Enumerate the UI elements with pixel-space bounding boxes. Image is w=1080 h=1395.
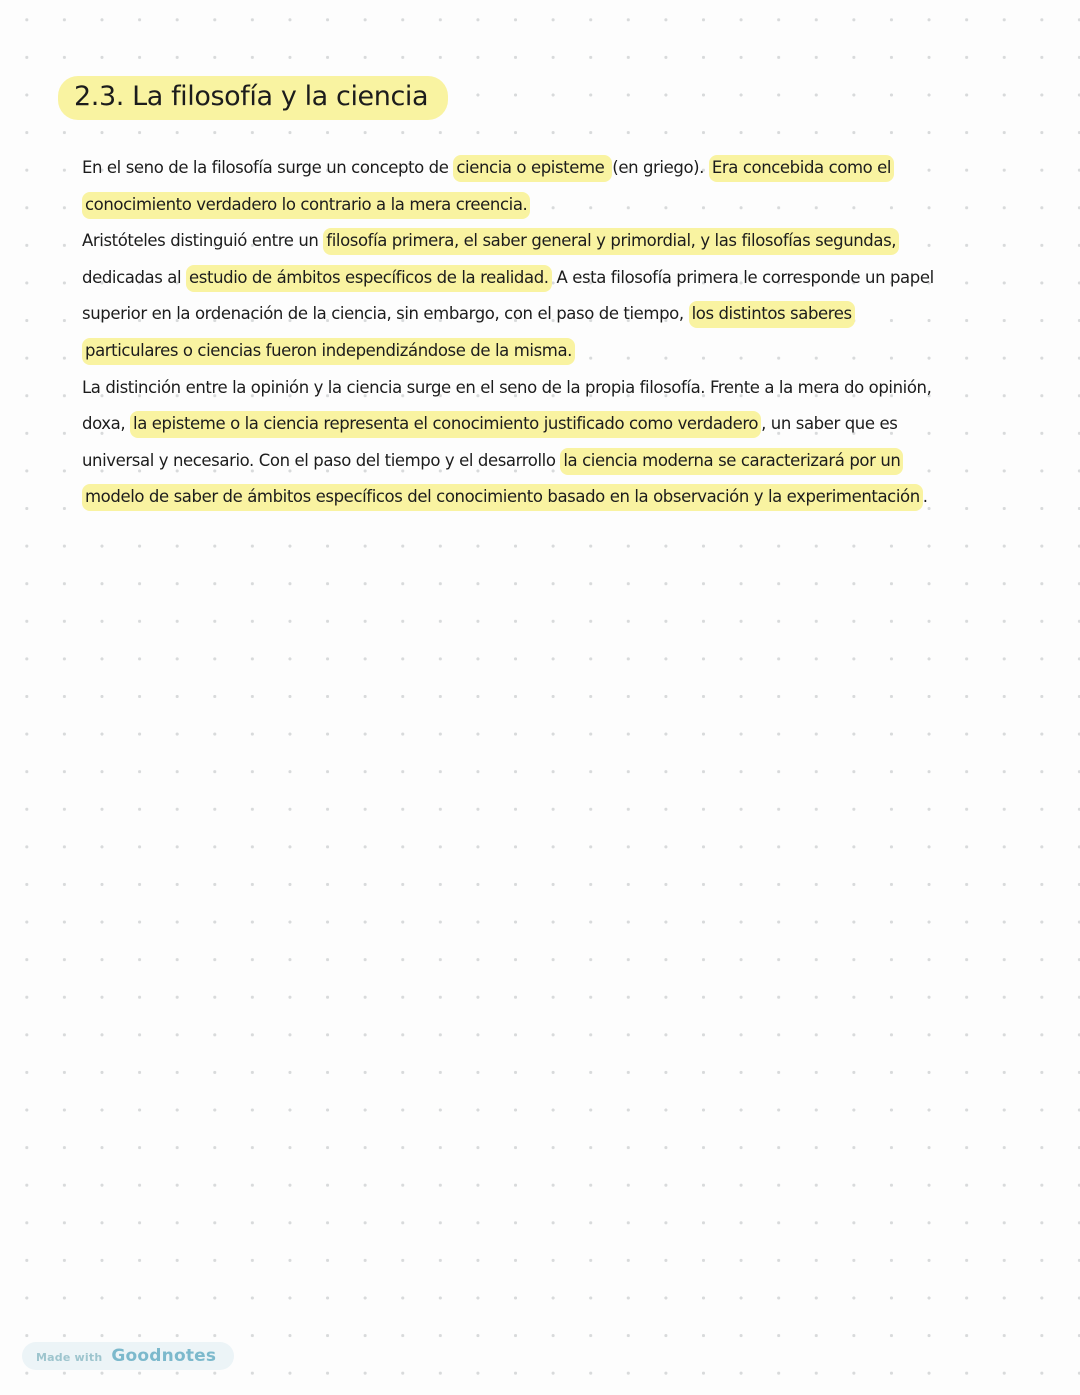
text-line [82,150,1077,187]
paragraph [82,370,1077,516]
highlighted-text: modelo de saber de ámbitos específicos del conocimiento basado en la observación y la experimentación [82,484,923,511]
highlighted-text: filosofía primera, el saber general y primordial, y las filosofías segundas, [323,228,899,255]
text-segment: . [922,487,928,507]
goodnotes-badge[interactable] [22,1342,234,1370]
highlighted-text: ciencia o episteme [453,155,612,182]
paragraph [82,150,1077,223]
highlighted-text: Era concebida como el [709,155,894,182]
text-segment: Aristóteles distinguió entre un [82,231,324,251]
text-segment: dedicadas al [82,267,187,287]
text-line [82,443,1077,480]
highlighted-text: conocimiento verdadero lo contrario a la mera creencia. [82,192,530,219]
text-line [82,406,1077,443]
text-segment: La distinción entre la opinión y la ciencia surge en el seno de la propia filosofía. Frente a la mera do opinión, [82,377,932,397]
text-segment: superior en la ordenación de la ciencia, sin embargo, con el paso de tiempo, [82,304,689,324]
text-segment: universal y necesario. Con el paso del tiempo y el desarrollo [82,450,561,470]
highlighted-text: particulares o ciencias fueron independizándose de la misma. [82,338,575,365]
section-title-text: 2.3. La filosofía y la ciencia [58,76,448,120]
section-title [58,76,448,120]
text-line [82,260,1077,297]
text-segment: En el seno de la filosofía surge un concepto de [82,158,454,177]
goodnotes-logo: Goodnotes [111,1346,217,1366]
note-body [82,150,1077,516]
badge-prefix-label: Made with [36,1351,103,1364]
text-line [82,370,1077,407]
highlighted-text: estudio de ámbitos específicos de la realidad. [186,265,552,292]
paragraph [82,223,1077,369]
text-line [82,479,1077,516]
text-segment: doxa, [82,414,131,434]
text-segment: A esta filosofía primera le corresponde un papel [551,267,934,287]
highlighted-text: la episteme o la ciencia representa el conocimiento justificado como verdadero [130,411,761,438]
text-line [82,296,1077,333]
text-segment: , un saber que es [761,414,898,434]
text-line [82,333,1077,370]
highlighted-text: la ciencia moderna se caracterizará por un [560,448,903,475]
text-line [82,223,1077,260]
highlighted-text: los distintos saberes [689,301,855,328]
text-segment: (en griego). [612,158,709,177]
text-line [82,187,1077,224]
